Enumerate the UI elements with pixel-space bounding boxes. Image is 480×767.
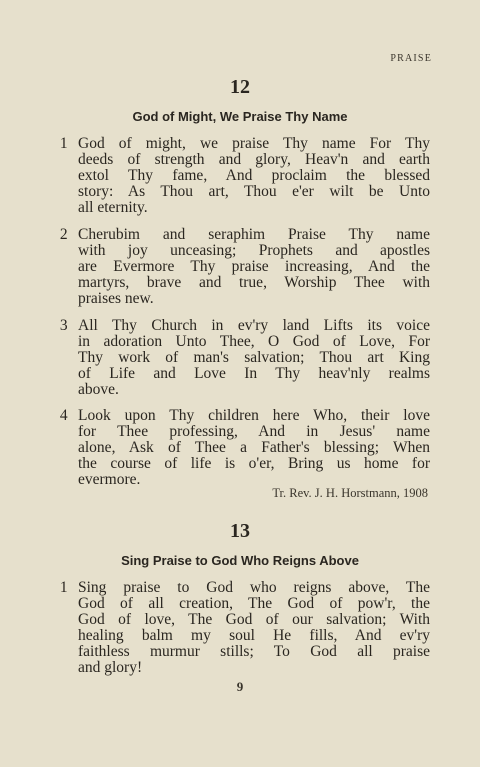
- verse-line: extol Thy fame, And proclaim the blessed: [78, 167, 430, 184]
- verse-line: Cherubim and seraphim Praise Thy name: [78, 226, 430, 243]
- verse-line: and glory!: [78, 659, 143, 676]
- hymn-title: Sing Praise to God Who Reigns Above: [121, 553, 359, 568]
- verse-line: in adoration Unto Thee, O God of Love, For: [78, 333, 430, 350]
- verse: [60, 580, 430, 676]
- verse-line: healing balm my soul He fills, And ev'ry: [78, 627, 430, 644]
- hymn-title: God of Might, We Praise Thy Name: [132, 109, 348, 124]
- verse: [60, 136, 430, 216]
- verse-line: the course of life is o'er, Bring us home for: [78, 455, 430, 472]
- hymn-number: 13: [230, 520, 250, 542]
- verse-number: 4: [59, 407, 68, 424]
- verse-line: praises new.: [78, 290, 154, 307]
- verse-line: above.: [78, 381, 119, 398]
- verse-line: for Thee professing, And in Jesus' name: [78, 423, 430, 440]
- verse-line: alone, Ask of Thee a Father's blessing; When: [78, 439, 430, 456]
- verse-number: 1: [59, 579, 68, 596]
- verse-line: deeds of strength and glory, Heav'n and earth: [78, 151, 430, 168]
- verse-line: story: As Thou art, Thou e'er wilt be Unto: [78, 183, 430, 200]
- verse-line: with joy unceasing; Prophets and apostles: [78, 242, 430, 259]
- hymn-number: 12: [230, 76, 250, 98]
- verse-line: Look upon Thy children here Who, their love: [78, 407, 430, 424]
- verse-line: faithless murmur stills; To God all praise: [78, 643, 430, 660]
- page-number: 9: [236, 679, 244, 694]
- verse: [60, 227, 430, 307]
- verse-line: Thy work of man's salvation; Thou art King: [78, 349, 430, 366]
- verse-line: are Evermore Thy praise increasing, And the: [78, 258, 430, 275]
- verse-number: 2: [59, 226, 68, 243]
- verse-line: all eternity.: [78, 199, 148, 216]
- verse-line: martyrs, brave and true, Worship Thee with: [78, 274, 430, 291]
- verse-number: 3: [59, 317, 68, 334]
- verse-number: 1: [59, 135, 68, 152]
- running-head: PRAISE: [390, 53, 432, 64]
- translator-credit: Tr. Rev. J. H. Horstmann, 1908: [272, 486, 428, 500]
- verse-line: Sing praise to God who reigns above, The: [78, 579, 430, 596]
- verse-line: All Thy Church in ev'ry land Lifts its voice: [78, 317, 430, 334]
- verse: [60, 318, 430, 398]
- verse-line: evermore.: [78, 471, 141, 488]
- verse: [60, 408, 430, 488]
- verse-line: God of might, we praise Thy name For Thy: [78, 135, 430, 152]
- verse-line: God of love, The God of our salvation; With: [78, 611, 430, 628]
- verse-line: God of all creation, The God of pow'r, the: [78, 595, 430, 612]
- verse-line: of Life and Love In Thy heav'nly realms: [78, 365, 430, 382]
